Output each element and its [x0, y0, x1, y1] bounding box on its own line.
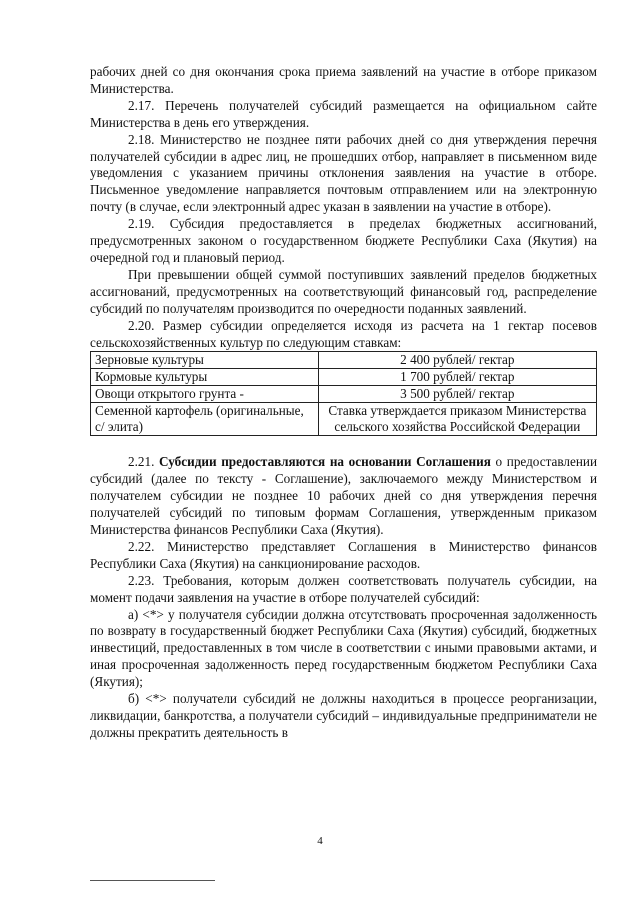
paragraph-2-23: 2.23. Требования, которым должен соответствовать получатель субсидии, на момент подачи заявления на участие в отборе получателей субсидий:	[90, 572, 597, 605]
paragraph-2-17: 2.17. Перечень получателей субсидий размещается на официальном сайте Министерства в день его утверждения.	[90, 97, 597, 130]
paragraph-number: 2.21.	[128, 454, 155, 470]
table-row	[91, 403, 597, 436]
paragraph-2-22: 2.22. Министерство представляет Соглашения в Министерство финансов Республики Саха (Якутия) на санкционирование расходов.	[90, 538, 597, 571]
paragraph-2-20: 2.20. Размер субсидии определяется исходя из расчета на 1 гектар посевов сельскохозяйственных культур по следующим ставкам:	[90, 317, 597, 350]
paragraph-2-18: 2.18. Министерство не позднее пяти рабочих дней со дня утверждения перечня получателей субсидии в адрес лиц, не прошедших отбор, направляет в письменном виде уведомления с указанием причины отклонения заявления на участие в отборе. Письменное уведомление направляется почтовым отправлением или на электронную почту (в случае, если электронный адрес указан в заявлении на участие в отборе).	[90, 131, 597, 215]
rate-cell: 2 400 рублей/ гектар	[318, 352, 596, 369]
paragraph-2-19: 2.19. Субсидия предоставляется в пределах бюджетных ассигнований, предусмотренных законом о государственном бюджете Республики Саха (Якутия) на очередной год и плановый период.	[90, 216, 597, 265]
crop-cell: Семенной картофель (оригинальные, с/ элита)	[91, 403, 319, 436]
page-number: 4	[317, 835, 323, 847]
paragraph-item-b: б) <*> получатели субсидий не должны находиться в процессе реорганизации, ликвидации, банкротства, а получатели субсидий – индивидуальные предприниматели не должны прекратить деятельность в	[90, 691, 597, 740]
subsidy-rates-table	[90, 351, 597, 436]
rate-cell: Ставка утверждается приказом Министерства сельского хозяйства Российской Федерации	[318, 403, 596, 436]
paragraph-text: о предоставлении субсидий (далее по тексту - Соглашение), заключаемого между Министерством и получателем субсидии не позднее 10 рабочих дней со дня утверждения перечня получателей субсидий по типовым формам Соглашения, утвержденным приказом Министерства финансов Республики Саха (Якутия).	[90, 454, 598, 538]
crop-cell: Овощи открытого грунта -	[91, 386, 319, 403]
paragraph-item-a: а) <*> у получателя субсидии должна отсутствовать просроченная задолженность по возврату в государственный бюджет Республики Саха (Якутия) субсидий, бюджетных инвестиций, предоставленных в том числе в соответствии с иными правовыми актами, и иная просроченная задолженность перед государственным бюджетом Республики Саха (Якутия);	[90, 606, 597, 690]
table-row	[91, 386, 597, 403]
crop-cell: Кормовые культуры	[91, 369, 319, 386]
table-row	[91, 352, 597, 369]
table-row	[91, 369, 597, 386]
crop-cell: Зерновые культуры	[91, 352, 319, 369]
bold-phrase: Субсидии предоставляются на основании Соглашения	[159, 454, 491, 470]
rate-cell: 3 500 рублей/ гектар	[318, 386, 596, 403]
rate-cell: 1 700 рублей/ гектар	[318, 369, 596, 386]
document-page	[90, 64, 597, 742]
paragraph-budget-excess: При превышении общей суммой поступивших заявлений пределов бюджетных ассигнований, предусмотренных на соответствующий финансовый год, распределение субсидий по получателям производится по очередности поданных заявлений.	[90, 266, 597, 316]
paragraph-continuation: рабочих дней со дня окончания срока приема заявлений на участие в отборе приказом Министерства.	[90, 64, 597, 96]
footnote-separator	[90, 880, 215, 881]
paragraph-2-21	[90, 454, 597, 539]
